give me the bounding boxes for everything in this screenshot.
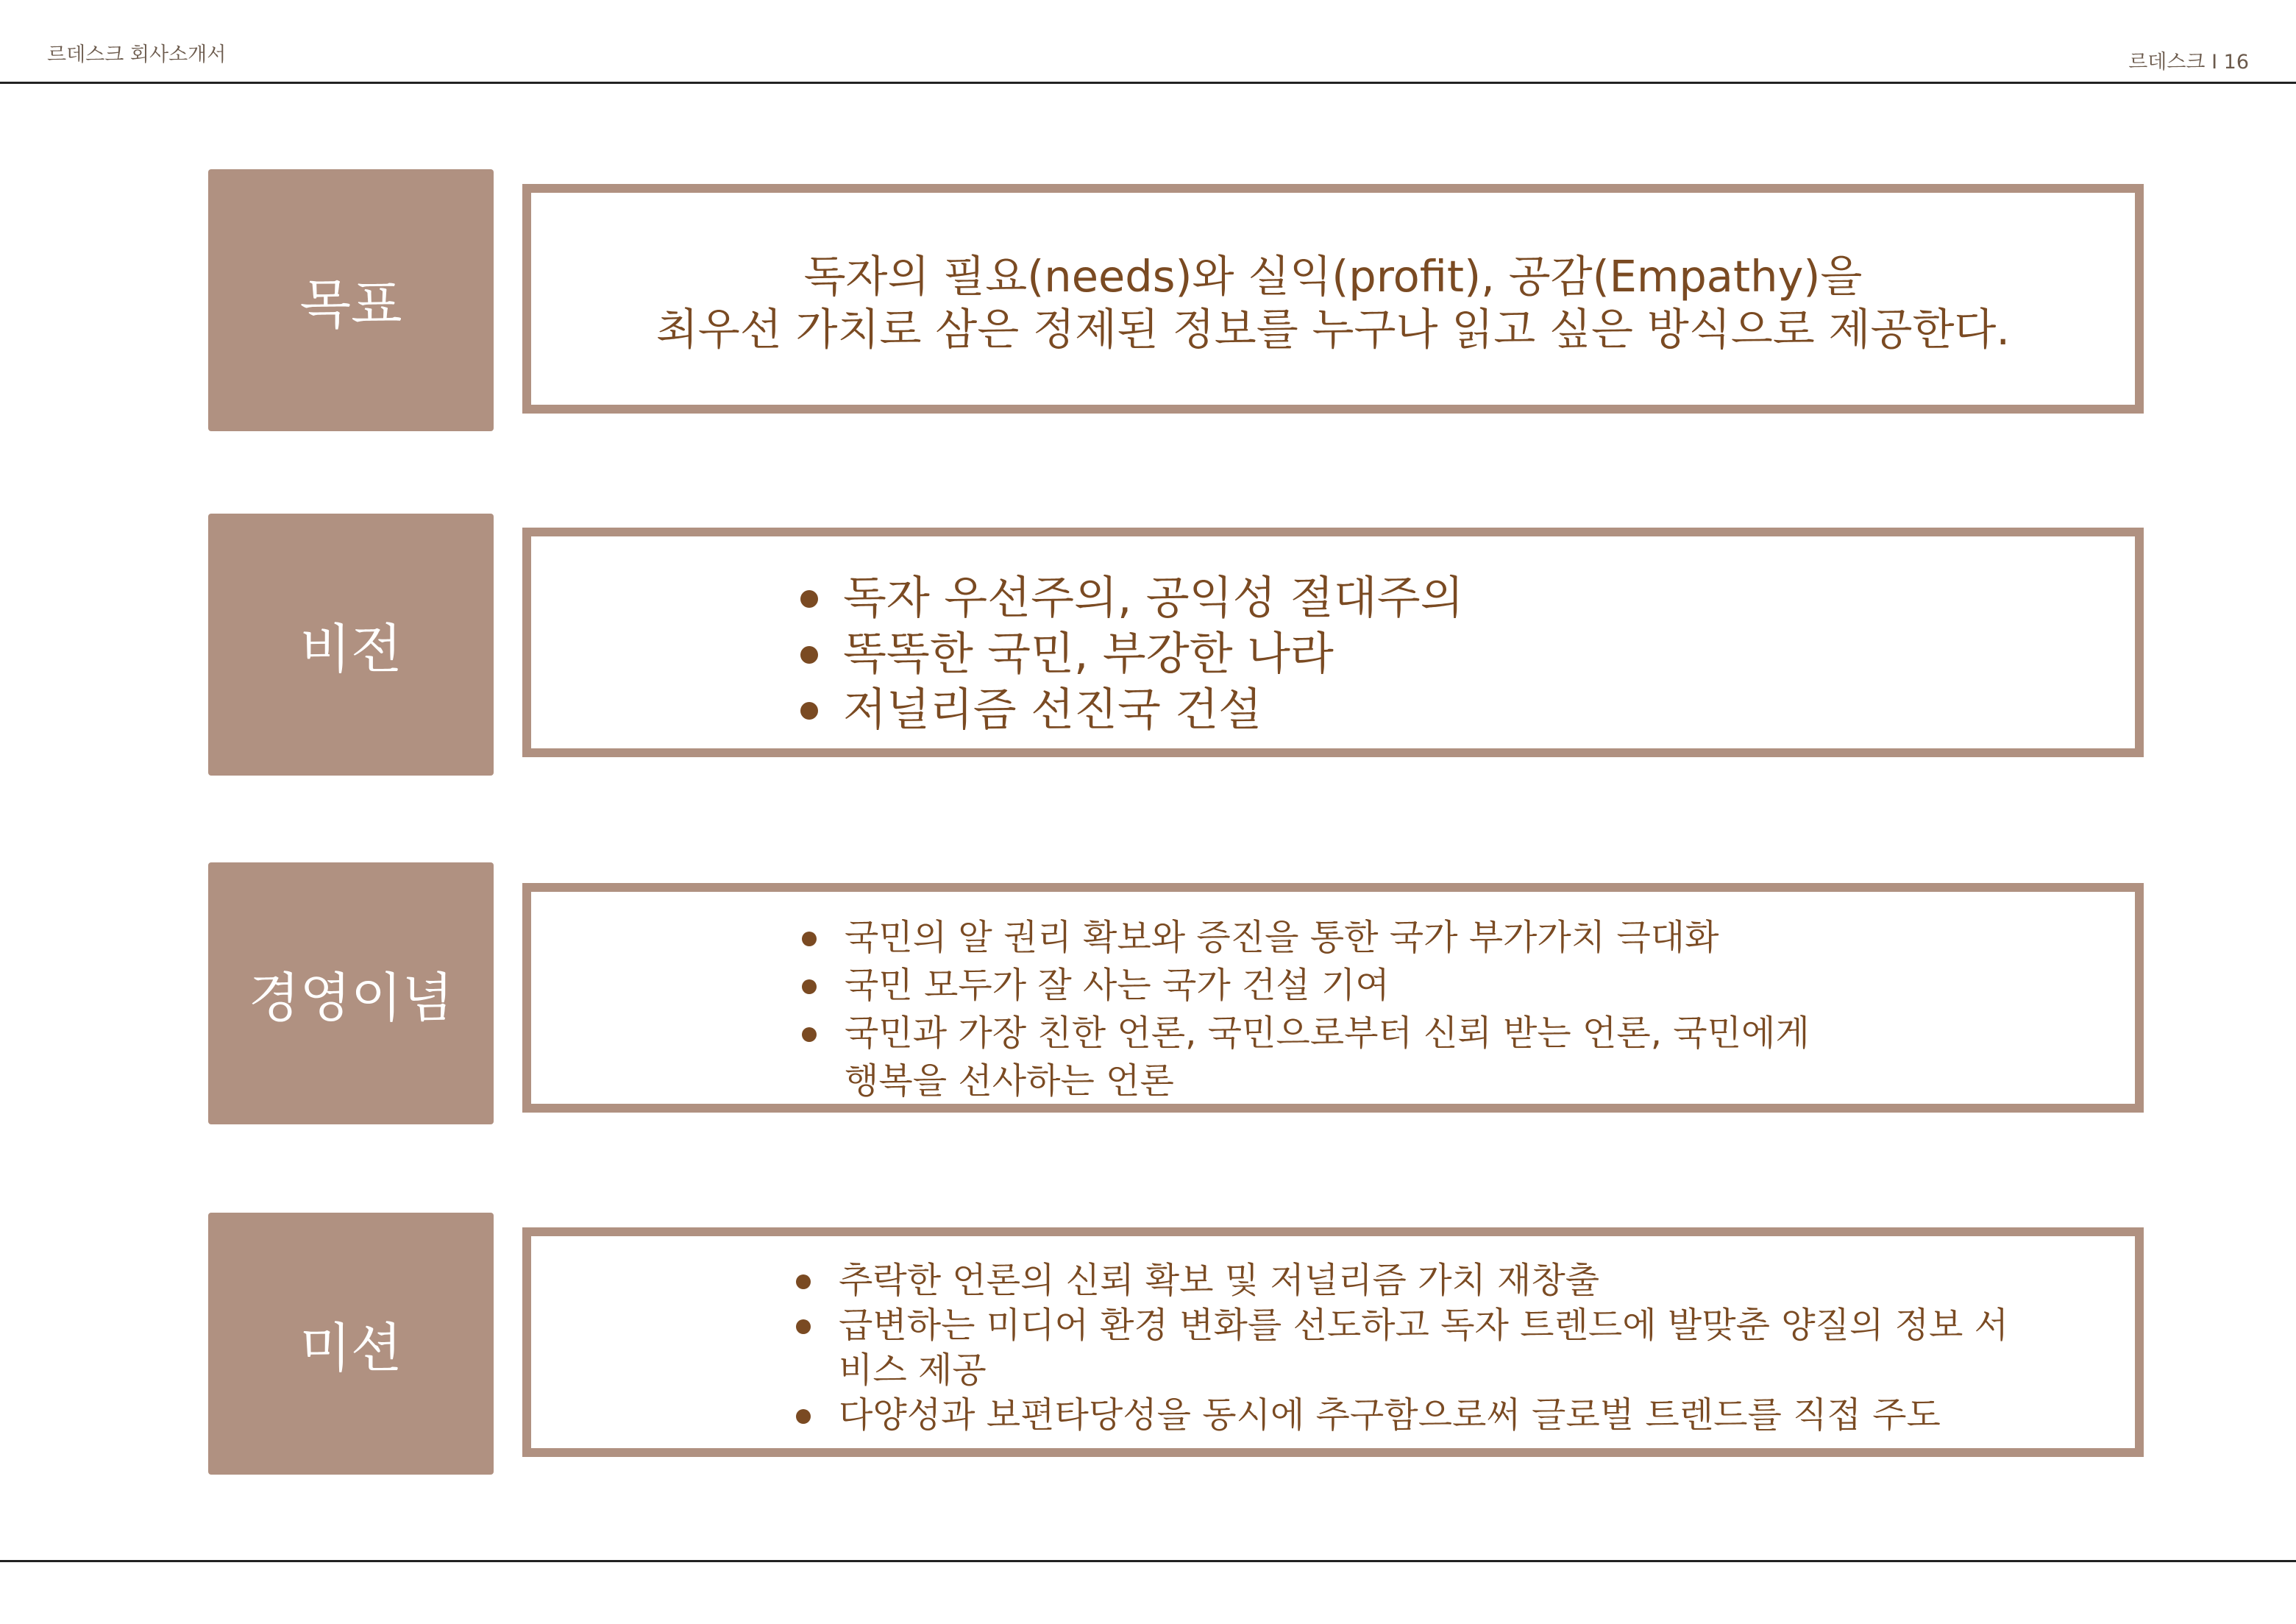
philosophy-item-text: 국민의 알 권리 확보와 증진을 통한 국가 부가가치 극대화 [845,917,1719,958]
mission-content-box [522,1227,2144,1457]
mission-item-text: 급변하는 미디어 환경 변화를 선도하고 독자 트렌드에 발맞춘 양질의 정보 서 [839,1305,2008,1346]
mission-label-box [208,1213,494,1475]
philosophy-label-box [208,862,494,1124]
list-item [796,682,1464,738]
list-item [792,1393,2008,1438]
vision-content-box [522,528,2144,757]
bullet-icon [802,979,817,994]
list-item [797,962,1810,1010]
list-item [792,1303,2008,1393]
mission-item-text: 추락한 언론의 신뢰 확보 및 저널리즘 가치 재창출 [839,1260,1600,1301]
vision-item-text: 저널리즘 선진국 건설 [843,684,1262,736]
philosophy-item-text: 국민과 가장 친한 언론, 국민으로부터 신뢰 받는 언론, 국민에게 [845,1013,1810,1054]
page-number: 르데스크 I 16 [2128,51,2249,74]
mission-item-text: 다양성과 보편타당성을 동시에 추구함으로써 글로벌 트렌드를 직접 주도 [839,1394,1941,1436]
goal-line: 독자의 필요(needs)와 실익(profit), 공감(Empathy)을 [803,251,1863,302]
list-item [796,570,1464,626]
goal-line: 최우선 가치로 삼은 정제된 정보를 누구나 읽고 싶은 방식으로 제공한다. [655,304,2011,355]
bullet-icon [800,590,818,608]
document-title: 르데스크 회사소개서 [47,43,227,66]
list-item [797,914,1810,962]
philosophy-content-box [522,883,2144,1113]
bullet-icon [796,1319,811,1334]
goal-statement [531,250,2135,356]
mission-item-continuation: 비스 제공 [839,1350,987,1391]
bullet-icon [796,1274,811,1289]
list-item [792,1258,2008,1303]
philosophy-label: 경영이념 [248,967,454,1029]
vision-label: 비전 [299,618,402,680]
vision-list [796,570,1464,738]
mission-list [792,1258,2008,1438]
header-divider [0,82,2296,84]
list-item [796,626,1464,682]
footer-divider [0,1560,2296,1562]
vision-item-text: 똑똑한 국민, 부강한 나라 [843,628,1334,680]
bullet-icon [802,932,817,946]
list-item [797,1010,1810,1105]
mission-label: 미션 [299,1317,402,1379]
goal-label-box [208,169,494,431]
philosophy-item-text: 국민 모두가 잘 사는 국가 건설 기여 [845,965,1390,1006]
bullet-icon [800,646,818,664]
philosophy-list [797,914,1810,1105]
vision-item-text: 독자 우선주의, 공익성 절대주의 [843,572,1464,624]
goal-label: 목표 [299,274,402,336]
bullet-icon [800,702,818,720]
vision-label-box [208,514,494,776]
bullet-icon [796,1409,811,1424]
philosophy-item-continuation: 행복을 선사하는 언론 [845,1060,1174,1102]
bullet-icon [802,1027,817,1042]
goal-content-box [522,184,2144,414]
